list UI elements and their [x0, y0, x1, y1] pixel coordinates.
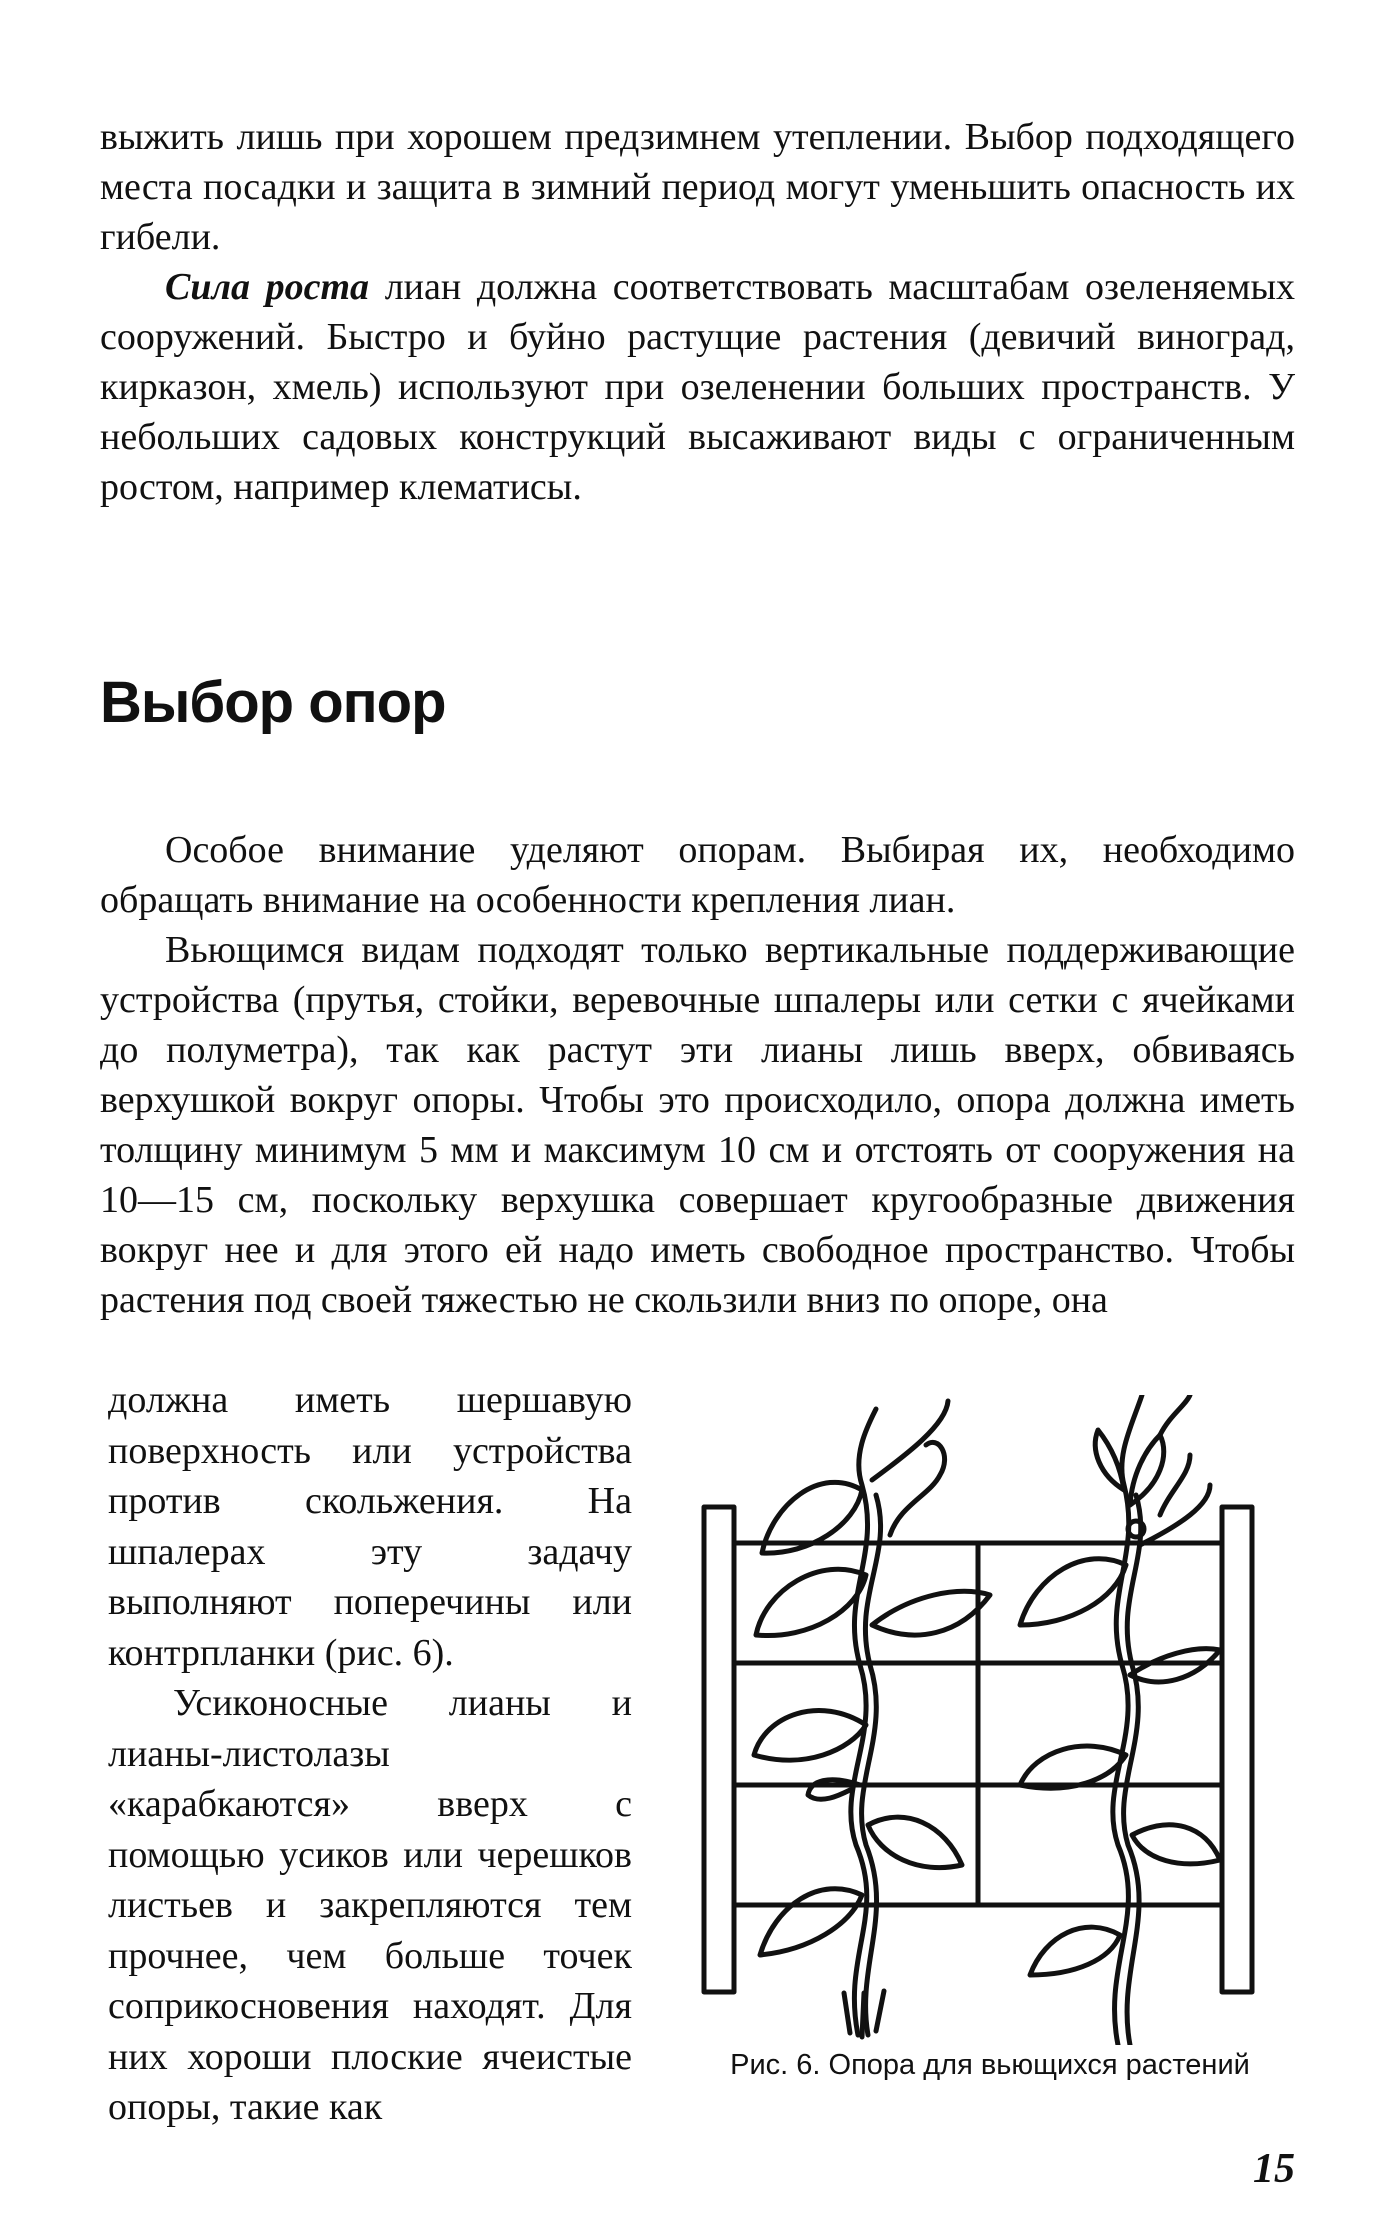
paragraph-twining-vines: Вьющимся видам подходят только вертикальные поддерживающие устройства (прутья, стойки, веревочные шпалеры или сетки с ячейками до полуметра), так как растут эти лианы лишь вверх, обвиваясь верхушкой вокруг опоры. Чтобы это происходило, опора должна иметь толщину минимум 5 мм и максимум 10 см и отстоять от сооружения на 10—15 см, поскольку верхушка совершает кругообразные движения вокруг нее и для этого ей надо иметь свободное пространство. Чтобы растения под своей тяжестью не скользили вниз по опоре, она — [100, 929, 1295, 1321]
paragraph-body: лиан должна соответствовать масштабам озеленяемых сооружений. Быстро и буйно растущие растения (девичий виноград, кирказон, хмель) используют при озеленении больших пространств. У небольших садовых конструкций высаживают виды с ограниченным ростом, например клематисы. — [100, 266, 1296, 508]
run-in-term: Сила роста — [165, 266, 370, 308]
trellis-post-right — [1222, 1507, 1252, 1992]
paragraph-supports-intro: Особое внимание уделяют опорам. Выбирая их, необходимо обращать внимание на особенности крепления лиан. — [100, 829, 1295, 921]
page-number: 15 — [1253, 2146, 1295, 2192]
figure-6 — [690, 1395, 1290, 2090]
trellis-post-left — [704, 1507, 734, 1992]
paragraph-continuation: выжить лишь при хорошем предзимнем утеплении. Выбор подходящего места посадки и защита в зимний период могут уменьшить опасность их гибели. — [100, 116, 1295, 258]
paragraph-tendril-vines: Усиконосные лианы и лианы-листолазы «карабкаются» вверх с помощью усиков или черешков листьев и закрепляются тем прочнее, чем больше точек соприкосновения находят. Для них хороши плоские ячеистые опоры, такие как — [108, 1682, 632, 2128]
section-heading: Выбор опор — [100, 670, 446, 735]
trellis-illustration — [690, 1395, 1290, 2045]
paragraph-twining-vines-continued: должна иметь шершавую поверхность или устройства против скольжения. На шпалерах эту задачу выполняют поперечины или контрпланки (рис. 6). — [108, 1379, 632, 1674]
vine-left — [754, 1401, 990, 2037]
figure-caption: Рис. 6. Опора для вьющихся растений — [730, 2049, 1250, 2081]
vine-right — [1020, 1395, 1220, 2045]
paragraph-growth-strength — [100, 262, 1295, 512]
